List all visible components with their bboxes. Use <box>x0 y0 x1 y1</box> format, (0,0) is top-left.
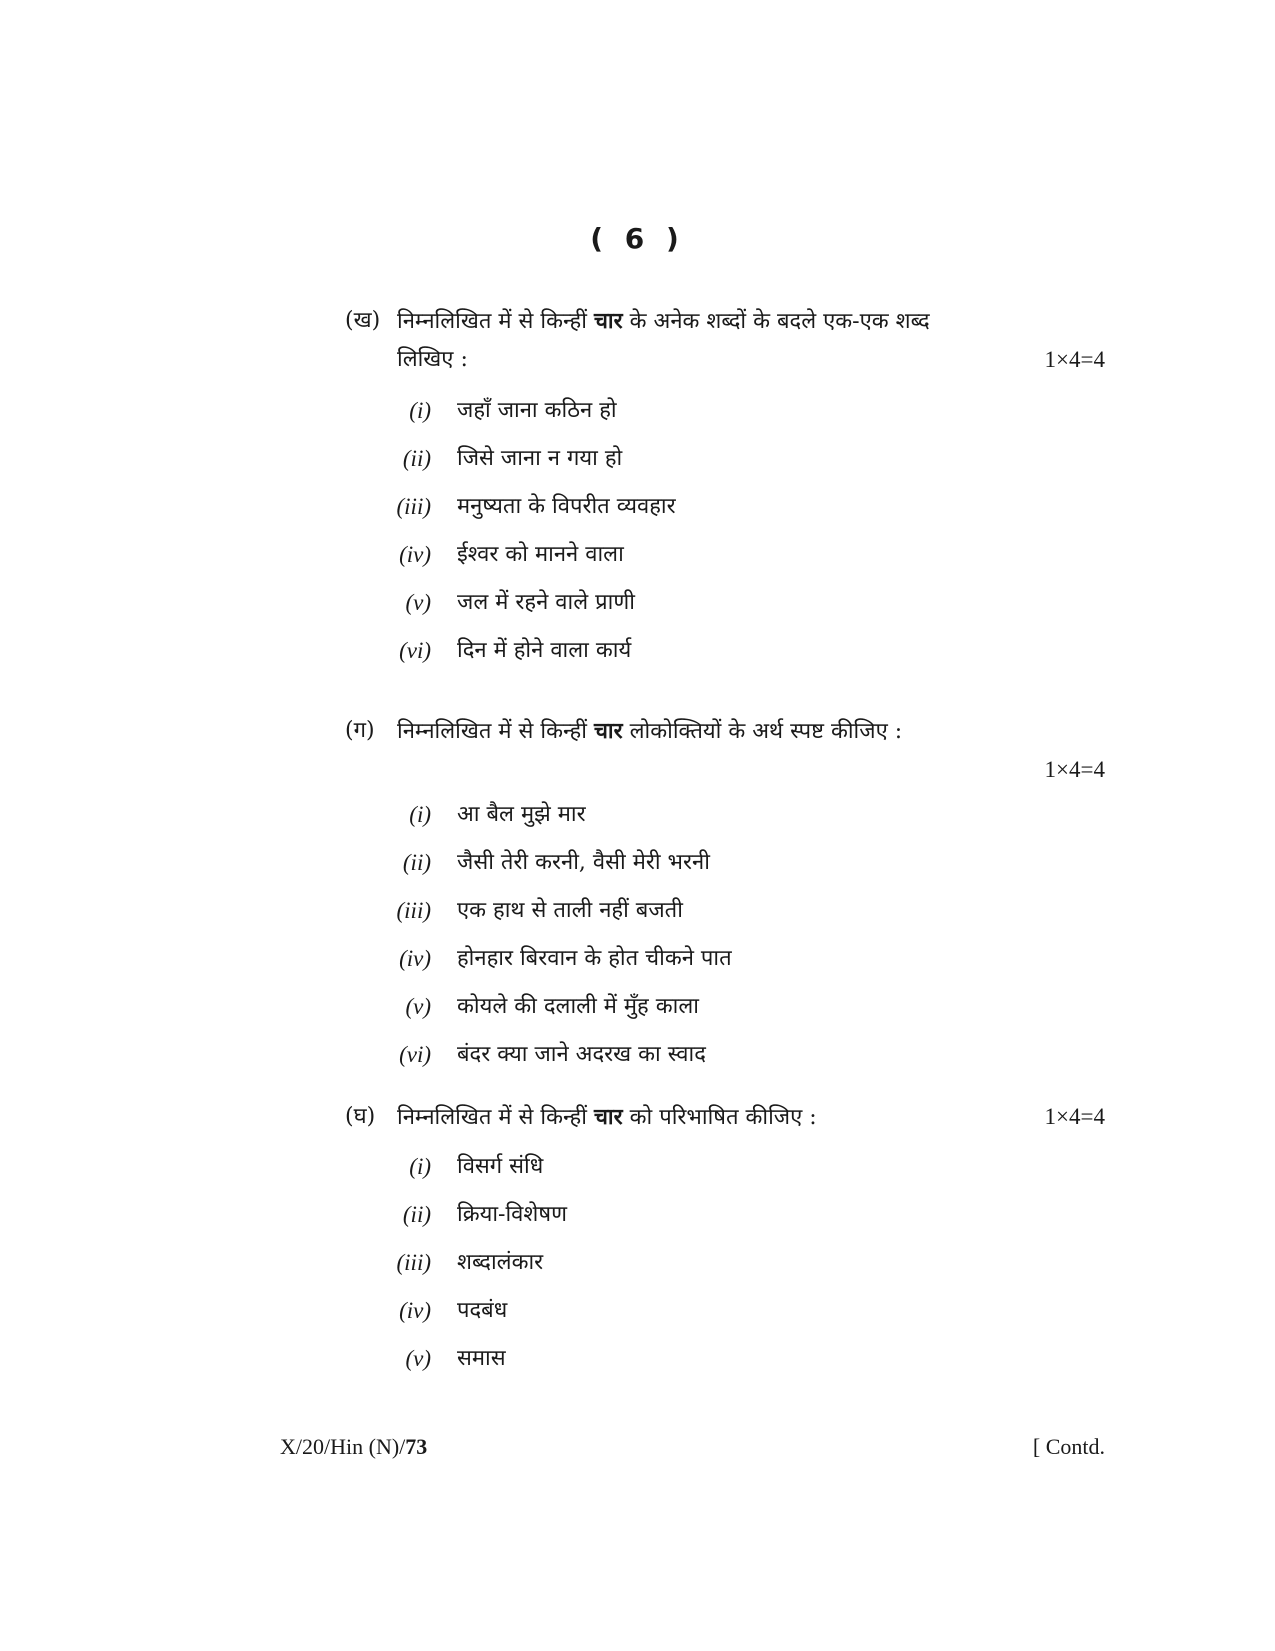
question-label: (घ) <box>345 1104 376 1129</box>
item-number: (v) <box>405 1346 431 1371</box>
item-number: (v) <box>405 590 431 615</box>
marks: 1×4=4 <box>1044 347 1105 372</box>
list-item <box>345 1239 1105 1287</box>
item-text: क्रिया-विशेषण <box>457 1202 567 1227</box>
item-text: कोयले की दलाली में मुँह काला <box>457 994 699 1019</box>
question-ga <box>345 712 1105 1079</box>
item-text: होनहार बिरवान के होत चीकने पात <box>457 946 732 971</box>
instruction-text: निम्नलिखित में से किन्हीं <box>397 1105 587 1130</box>
item-number: (iv) <box>399 946 431 971</box>
item-number: (v) <box>405 994 431 1019</box>
instruction-text: निम्नलिखित में से किन्हीं <box>397 309 587 334</box>
page-number: ( 6 ) <box>590 222 685 255</box>
instruction-bold: चार <box>593 308 623 334</box>
option-list <box>345 791 1105 1079</box>
instruction-line2: लिखिए : <box>397 347 468 372</box>
instruction-text: निम्नलिखित में से किन्हीं <box>397 719 587 744</box>
paper-code <box>280 1434 427 1460</box>
marks: 1×4=4 <box>1044 757 1105 782</box>
list-item <box>345 627 1105 675</box>
option-list <box>345 1143 1105 1383</box>
marks: 1×4=4 <box>1044 1104 1105 1129</box>
list-item <box>345 887 1105 935</box>
question-gha-heading <box>345 1098 1105 1137</box>
item-text: आ बैल मुझे मार <box>457 802 586 827</box>
item-number: (ii) <box>402 850 431 875</box>
paper-code-number: 73 <box>405 1434 428 1459</box>
list-item <box>345 531 1105 579</box>
list-item <box>345 1031 1105 1079</box>
item-text: शब्दालंकार <box>457 1250 544 1275</box>
list-item <box>345 1287 1105 1335</box>
instruction-bold: चार <box>593 718 623 744</box>
item-text: जहाँ जाना कठिन हो <box>457 398 617 423</box>
item-text: जल में रहने वाले प्राणी <box>457 590 635 615</box>
question-gha <box>345 1098 1105 1383</box>
item-number: (i) <box>409 398 431 423</box>
item-text: पदबंध <box>457 1298 508 1323</box>
list-item <box>345 983 1105 1031</box>
item-number: (iv) <box>399 1298 431 1323</box>
question-ga-heading <box>345 712 1105 789</box>
instruction-text-cont: लोकोक्तियों के अर्थ स्पष्ट कीजिए : <box>629 719 903 744</box>
list-item <box>345 579 1105 627</box>
question-label: (ख) <box>345 308 381 333</box>
list-item <box>345 483 1105 531</box>
paper-code-text: X/20/Hin (N)/ <box>280 1434 406 1459</box>
item-text: विसर्ग संधि <box>457 1154 544 1179</box>
question-kha <box>345 302 1105 675</box>
item-text: ईश्वर को मानने वाला <box>457 542 624 567</box>
list-item <box>345 935 1105 983</box>
item-number: (ii) <box>402 1202 431 1227</box>
list-item <box>345 387 1105 435</box>
list-item <box>345 839 1105 887</box>
list-item <box>345 1335 1105 1383</box>
item-number: (iv) <box>399 542 431 567</box>
item-number: (vi) <box>399 638 431 663</box>
question-kha-heading <box>345 302 1105 379</box>
instruction-bold: चार <box>593 1104 623 1130</box>
list-item <box>345 435 1105 483</box>
contd-label: [ Contd. <box>1032 1434 1105 1459</box>
list-item <box>345 1191 1105 1239</box>
item-text: बंदर क्या जाने अदरख का स्वाद <box>457 1042 706 1067</box>
list-item <box>345 1143 1105 1191</box>
instruction-text-cont: को परिभाषित कीजिए : <box>629 1105 817 1130</box>
question-label: (ग) <box>345 718 375 743</box>
item-text: एक हाथ से ताली नहीं बजती <box>457 898 683 923</box>
item-number: (iii) <box>396 1250 431 1275</box>
item-text: जैसी तेरी करनी, वैसी मेरी भरनी <box>457 850 710 875</box>
instruction-text-cont: के अनेक शब्दों के बदले एक-एक शब्द <box>629 309 930 334</box>
item-number: (iii) <box>396 494 431 519</box>
item-text: मनुष्यता के विपरीत व्यवहार <box>457 494 676 519</box>
item-text: जिसे जाना न गया हो <box>457 446 623 471</box>
list-item <box>345 791 1105 839</box>
item-number: (vi) <box>399 1042 431 1067</box>
item-number: (ii) <box>402 446 431 471</box>
option-list <box>345 387 1105 675</box>
item-text: दिन में होने वाला कार्य <box>457 638 632 663</box>
item-number: (i) <box>409 802 431 827</box>
item-number: (iii) <box>396 898 431 923</box>
item-text: समास <box>457 1346 506 1371</box>
item-number: (i) <box>409 1154 431 1179</box>
